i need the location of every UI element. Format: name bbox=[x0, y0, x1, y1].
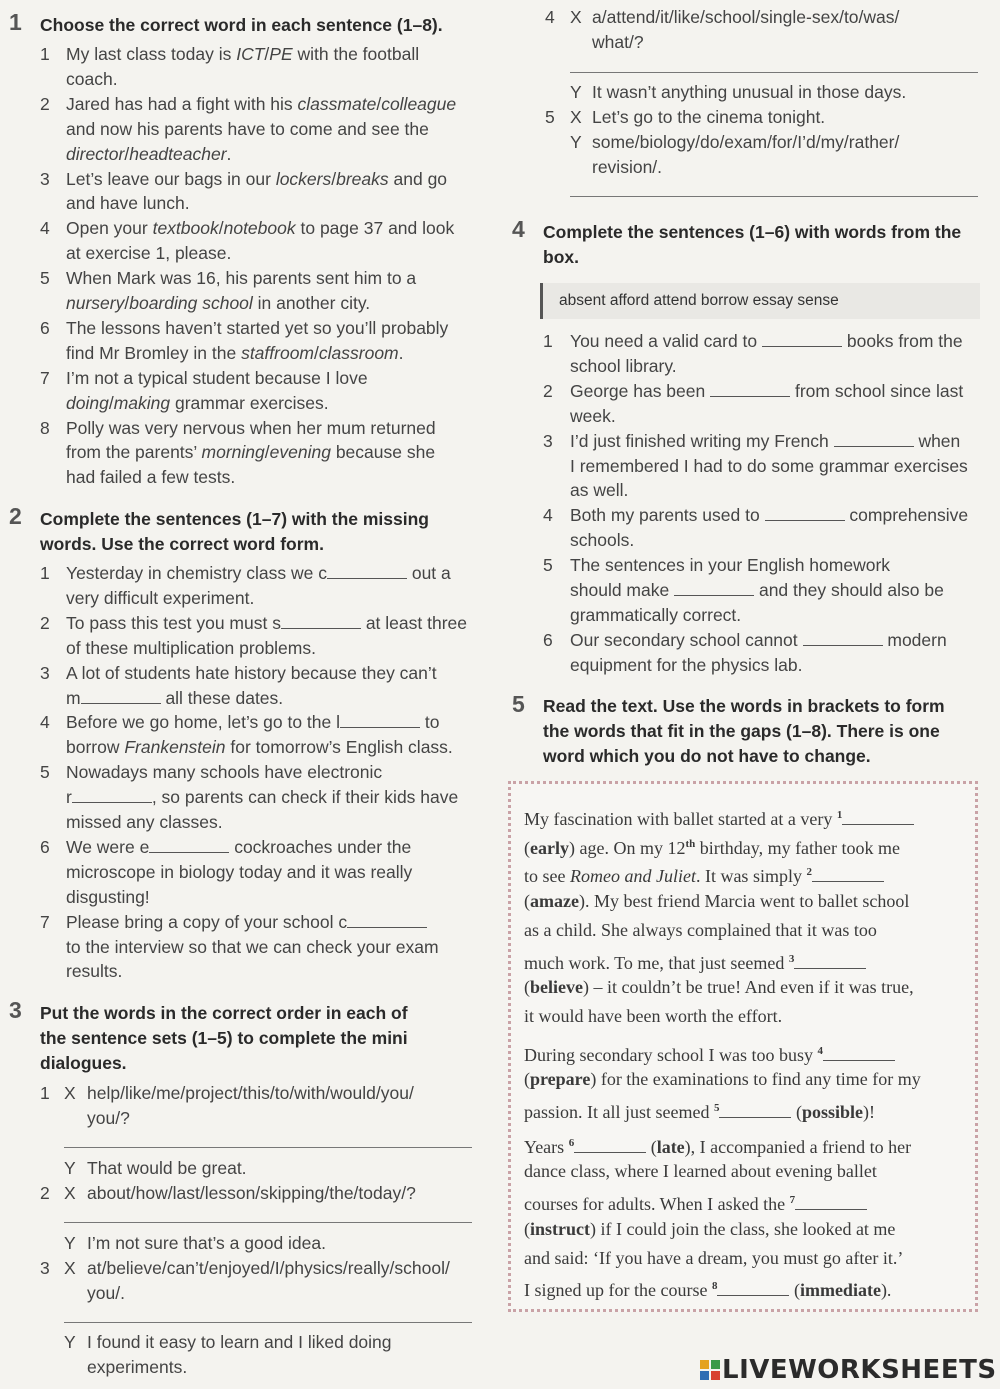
item-text-cont: missed any classes. bbox=[66, 812, 223, 832]
gap-blank[interactable] bbox=[717, 1294, 789, 1296]
answer-blank[interactable] bbox=[765, 519, 845, 521]
item-text: The lessons haven’t started yet so you’ll probably bbox=[66, 317, 449, 338]
y-label: Y bbox=[64, 1158, 76, 1178]
section-2-title-line-2: words. Use the correct word form. bbox=[40, 534, 324, 554]
reading-line: dance class, where I learned about evening ballet bbox=[524, 1161, 877, 1182]
y-label: Y bbox=[570, 132, 582, 152]
y-label: Y bbox=[570, 82, 582, 102]
reading-line: passion. It all just seemed $^5$ (possible)! bbox=[524, 1102, 875, 1122]
answer-line[interactable] bbox=[570, 72, 978, 73]
item-text-cont: school library. bbox=[570, 355, 677, 376]
section-3-title-line-3: dialogues. bbox=[40, 1053, 127, 1073]
item-number: 2 bbox=[40, 93, 50, 114]
item-number: 7 bbox=[40, 911, 50, 932]
item-number: 5 bbox=[545, 107, 555, 127]
item-text-cont: doing/making grammar exercises. bbox=[66, 392, 329, 413]
item-text: Our secondary school cannot modern bbox=[570, 629, 947, 650]
reading-line: much work. To me, that just seemed $^3$ bbox=[524, 945, 866, 978]
x-label: X bbox=[64, 1258, 76, 1278]
item-text: Please bring a copy of your school c bbox=[66, 910, 427, 935]
item-number: 4 bbox=[543, 505, 553, 526]
reading-line: it would have been worth the effort. bbox=[524, 1005, 783, 1026]
item-number: 3 bbox=[40, 168, 50, 189]
section-5-number: 5 bbox=[512, 691, 525, 717]
response-text: It wasn’t anything unusual in those days. bbox=[592, 82, 907, 102]
item-text: George has been from school since last bbox=[570, 380, 964, 401]
item-text-cont: of these multiplication problems. bbox=[66, 637, 316, 658]
prompt-text: Let’s go to the cinema tonight. bbox=[592, 107, 826, 127]
item-number: 2 bbox=[543, 380, 553, 401]
answer-blank[interactable] bbox=[347, 926, 427, 928]
item-text: I’d just finished writing my French when bbox=[570, 430, 961, 451]
x-label: X bbox=[570, 107, 582, 127]
reading-line: (instruct) if I could join the class, she looked at me bbox=[524, 1218, 896, 1239]
section-5-title-line-1: Read the text. Use the words in brackets to form bbox=[543, 696, 945, 716]
item-text: We were e cockroaches under the bbox=[66, 836, 412, 857]
item-text-cont: schools. bbox=[570, 530, 635, 551]
reading-line: to see Romeo and Juliet. It was simply $^2$ bbox=[524, 858, 884, 891]
item-text-cont: at exercise 1, please. bbox=[66, 243, 232, 264]
item-text: You need a valid card to books from the bbox=[570, 331, 963, 351]
scrambled-words-cont: revision/. bbox=[592, 157, 663, 177]
item-number: 2 bbox=[40, 612, 50, 633]
response-text: I found it easy to learn and I liked doing bbox=[87, 1332, 392, 1352]
reading-line: courses for adults. When I asked the $^7$ bbox=[524, 1186, 867, 1219]
gap-blank[interactable] bbox=[812, 880, 884, 882]
gap-blank[interactable] bbox=[574, 1151, 646, 1153]
item-text-cont: grammatically correct. bbox=[570, 604, 742, 625]
section-3-title-line-2: the sentence sets (1–5) to complete the mini bbox=[40, 1028, 408, 1048]
item-text-cont: and now his parents have to come and see the bbox=[66, 118, 429, 139]
section-1-number: 1 bbox=[9, 9, 22, 35]
item-number: 8 bbox=[40, 417, 50, 438]
item-text-cont: I remembered I had to do some grammar exercises bbox=[570, 455, 968, 476]
response-text: That would be great. bbox=[87, 1158, 247, 1178]
item-number: 1 bbox=[40, 563, 50, 583]
item-number: 7 bbox=[40, 367, 50, 388]
item-number: 6 bbox=[40, 836, 50, 857]
item-text: When Mark was 16, his parents sent him to a bbox=[66, 268, 417, 289]
word-box bbox=[540, 283, 980, 319]
reading-line: as a child. She always complained that it was too bbox=[524, 919, 877, 940]
gap-blank[interactable] bbox=[823, 1059, 895, 1061]
answer-blank[interactable] bbox=[340, 726, 420, 728]
item-text-cont: to the interview so that we can check your exam bbox=[66, 936, 439, 957]
answer-blank[interactable] bbox=[834, 445, 914, 447]
scrambled-words: a/attend/it/like/school/single-sex/to/was/ bbox=[592, 7, 900, 27]
y-label: Y bbox=[64, 1233, 76, 1253]
section-2-title-line-1: Complete the sentences (1–7) with the missing bbox=[40, 509, 429, 529]
answer-blank[interactable] bbox=[762, 345, 842, 347]
item-text: Open your textbook/notebook to page 37 and look bbox=[66, 218, 455, 239]
item-text: Let’s leave our bags in our lockers/breaks and go bbox=[66, 168, 448, 189]
x-label: X bbox=[64, 1083, 76, 1103]
y-label: Y bbox=[64, 1332, 76, 1352]
item-text-cont: had failed a few tests. bbox=[66, 467, 236, 488]
item-number: 1 bbox=[40, 1083, 50, 1103]
scrambled-words-cont: you/. bbox=[87, 1283, 125, 1303]
answer-blank[interactable] bbox=[674, 594, 754, 596]
item-text: Nowadays many schools have electronic bbox=[66, 762, 383, 783]
logo-text: LIVEWORKSHEETS bbox=[722, 1355, 997, 1385]
section-2-number: 2 bbox=[9, 503, 22, 529]
answer-line[interactable] bbox=[64, 1222, 472, 1223]
item-text-cont: as well. bbox=[570, 480, 629, 501]
section-1-title: Choose the correct word in each sentence (1–8). bbox=[40, 15, 443, 35]
item-text-cont: borrow Frankenstein for tomorrow’s English class. bbox=[66, 737, 453, 758]
answer-blank[interactable] bbox=[72, 801, 152, 803]
reading-line: (early) age. On my 12th birthday, my father took me bbox=[524, 837, 901, 858]
scrambled-words-cont: you/? bbox=[87, 1108, 130, 1128]
section-5-title-line-3: word which you do not have to change. bbox=[543, 746, 871, 766]
logo-icon bbox=[700, 1360, 720, 1380]
item-text-cont: results. bbox=[66, 961, 123, 982]
item-text-cont: equipment for the physics lab. bbox=[570, 654, 803, 675]
item-text-cont: and have lunch. bbox=[66, 193, 190, 214]
response-text-cont: experiments. bbox=[87, 1357, 188, 1377]
reading-line: During secondary school I was too busy $^4$ bbox=[524, 1037, 895, 1070]
gap-blank[interactable] bbox=[794, 967, 866, 969]
scrambled-words: at/believe/can’t/enjoyed/I/physics/really/school/ bbox=[87, 1258, 450, 1278]
scrambled-words-cont: what/? bbox=[592, 32, 644, 52]
item-text: To pass this test you must s at least three bbox=[66, 612, 467, 633]
item-text-cont: director/headteacher. bbox=[66, 143, 232, 164]
reading-line: (amaze). My best friend Marcia went to ballet school bbox=[524, 891, 910, 912]
item-number: 4 bbox=[545, 7, 555, 27]
answer-blank[interactable] bbox=[710, 395, 790, 397]
item-text-cont: very difficult experiment. bbox=[66, 587, 255, 608]
item-number: 5 bbox=[543, 555, 553, 576]
item-text-cont: should make and they should also be bbox=[570, 580, 944, 600]
reading-line: (prepare) for the examinations to find any time for my bbox=[524, 1069, 921, 1090]
item-text: Polly was very nervous when her mum returned bbox=[66, 417, 436, 438]
item-text-cont: from the parents’ morning/evening because she bbox=[66, 442, 436, 463]
item-number: 3 bbox=[543, 430, 553, 451]
item-text-cont: nursery/boarding school in another city. bbox=[66, 293, 371, 313]
item-text: Before we go home, let’s go to the l to bbox=[66, 712, 440, 733]
scrambled-words: about/how/last/lesson/skipping/the/today/? bbox=[87, 1183, 416, 1203]
answer-line[interactable] bbox=[64, 1147, 472, 1148]
answer-blank[interactable] bbox=[327, 577, 407, 579]
gap-blank[interactable] bbox=[842, 823, 914, 825]
item-number: 4 bbox=[40, 712, 50, 733]
item-text-cont: find Mr Bromley in the staffroom/classroom. bbox=[66, 342, 404, 363]
item-text: The sentences in your English homework bbox=[570, 555, 891, 576]
answer-blank[interactable] bbox=[81, 702, 161, 704]
liveworksheets-logo bbox=[700, 1355, 997, 1385]
item-text-cont: week. bbox=[570, 405, 616, 426]
item-number: 4 bbox=[40, 218, 50, 239]
item-text-cont: coach. bbox=[66, 68, 118, 89]
item-text-cont: disgusting! bbox=[66, 886, 150, 907]
item-text: Yesterday in chemistry class we c out a bbox=[66, 563, 451, 583]
item-text-cont: microscope in biology today and it was really bbox=[66, 861, 413, 882]
gap-blank[interactable] bbox=[719, 1116, 791, 1118]
answer-line[interactable] bbox=[64, 1322, 472, 1323]
answer-blank[interactable] bbox=[149, 851, 229, 853]
item-number: 1 bbox=[543, 331, 553, 351]
item-number: 6 bbox=[40, 317, 50, 338]
item-number: 3 bbox=[40, 1258, 50, 1278]
item-number: 2 bbox=[40, 1183, 50, 1203]
section-3-number: 3 bbox=[9, 997, 22, 1023]
answer-line[interactable] bbox=[570, 196, 978, 197]
item-text: My last class today is ICT/PE with the football bbox=[66, 44, 420, 64]
item-number: 3 bbox=[40, 662, 50, 683]
item-text: A lot of students hate history because they can’t bbox=[66, 662, 437, 683]
item-number: 5 bbox=[40, 268, 50, 289]
section-5-title-line-2: the words that fit in the gaps (1–8). There is one bbox=[543, 721, 940, 741]
item-text-cont: r , so parents can check if their kids have bbox=[66, 787, 459, 808]
section-4-title-line-1: Complete the sentences (1–6) with words from the bbox=[543, 222, 962, 242]
item-text: I’m not a typical student because I love bbox=[66, 367, 368, 388]
reading-line: My fascination with ballet started at a very $^1$ bbox=[524, 801, 914, 834]
section-4-number: 4 bbox=[512, 216, 525, 242]
answer-blank[interactable] bbox=[281, 627, 361, 629]
response-text: I’m not sure that’s a good idea. bbox=[87, 1233, 326, 1253]
reading-line: Years $^6$ (late), I accompanied a friend to her bbox=[524, 1136, 912, 1157]
item-number: 5 bbox=[40, 762, 50, 783]
word-box-words: absent afford attend borrow essay sense bbox=[559, 292, 839, 309]
item-number: 6 bbox=[543, 629, 553, 650]
item-number: 1 bbox=[40, 44, 50, 64]
x-label: X bbox=[570, 7, 582, 27]
scrambled-words: help/like/me/project/this/to/with/would/you/ bbox=[87, 1083, 414, 1103]
item-text: Both my parents used to comprehensive bbox=[570, 505, 969, 526]
scrambled-words: some/biology/do/exam/for/I’d/my/rather/ bbox=[592, 132, 900, 152]
item-text: Jared has had a fight with his classmate/colleague bbox=[66, 93, 457, 114]
answer-blank[interactable] bbox=[803, 644, 883, 646]
section-3-title-line-1: Put the words in the correct order in each of bbox=[40, 1003, 408, 1023]
section-4-title-line-2: box. bbox=[543, 247, 579, 267]
reading-line: and said: ‘If you have a dream, you must go after it.’ bbox=[524, 1247, 904, 1268]
reading-line: I signed up for the course $^8$ (immediate). bbox=[524, 1280, 892, 1301]
gap-blank[interactable] bbox=[795, 1208, 867, 1210]
x-label: X bbox=[64, 1183, 76, 1203]
reading-line: (believe) – it couldn’t be true! And even if it was true, bbox=[524, 977, 914, 998]
item-text-cont: m all these dates. bbox=[66, 687, 284, 708]
